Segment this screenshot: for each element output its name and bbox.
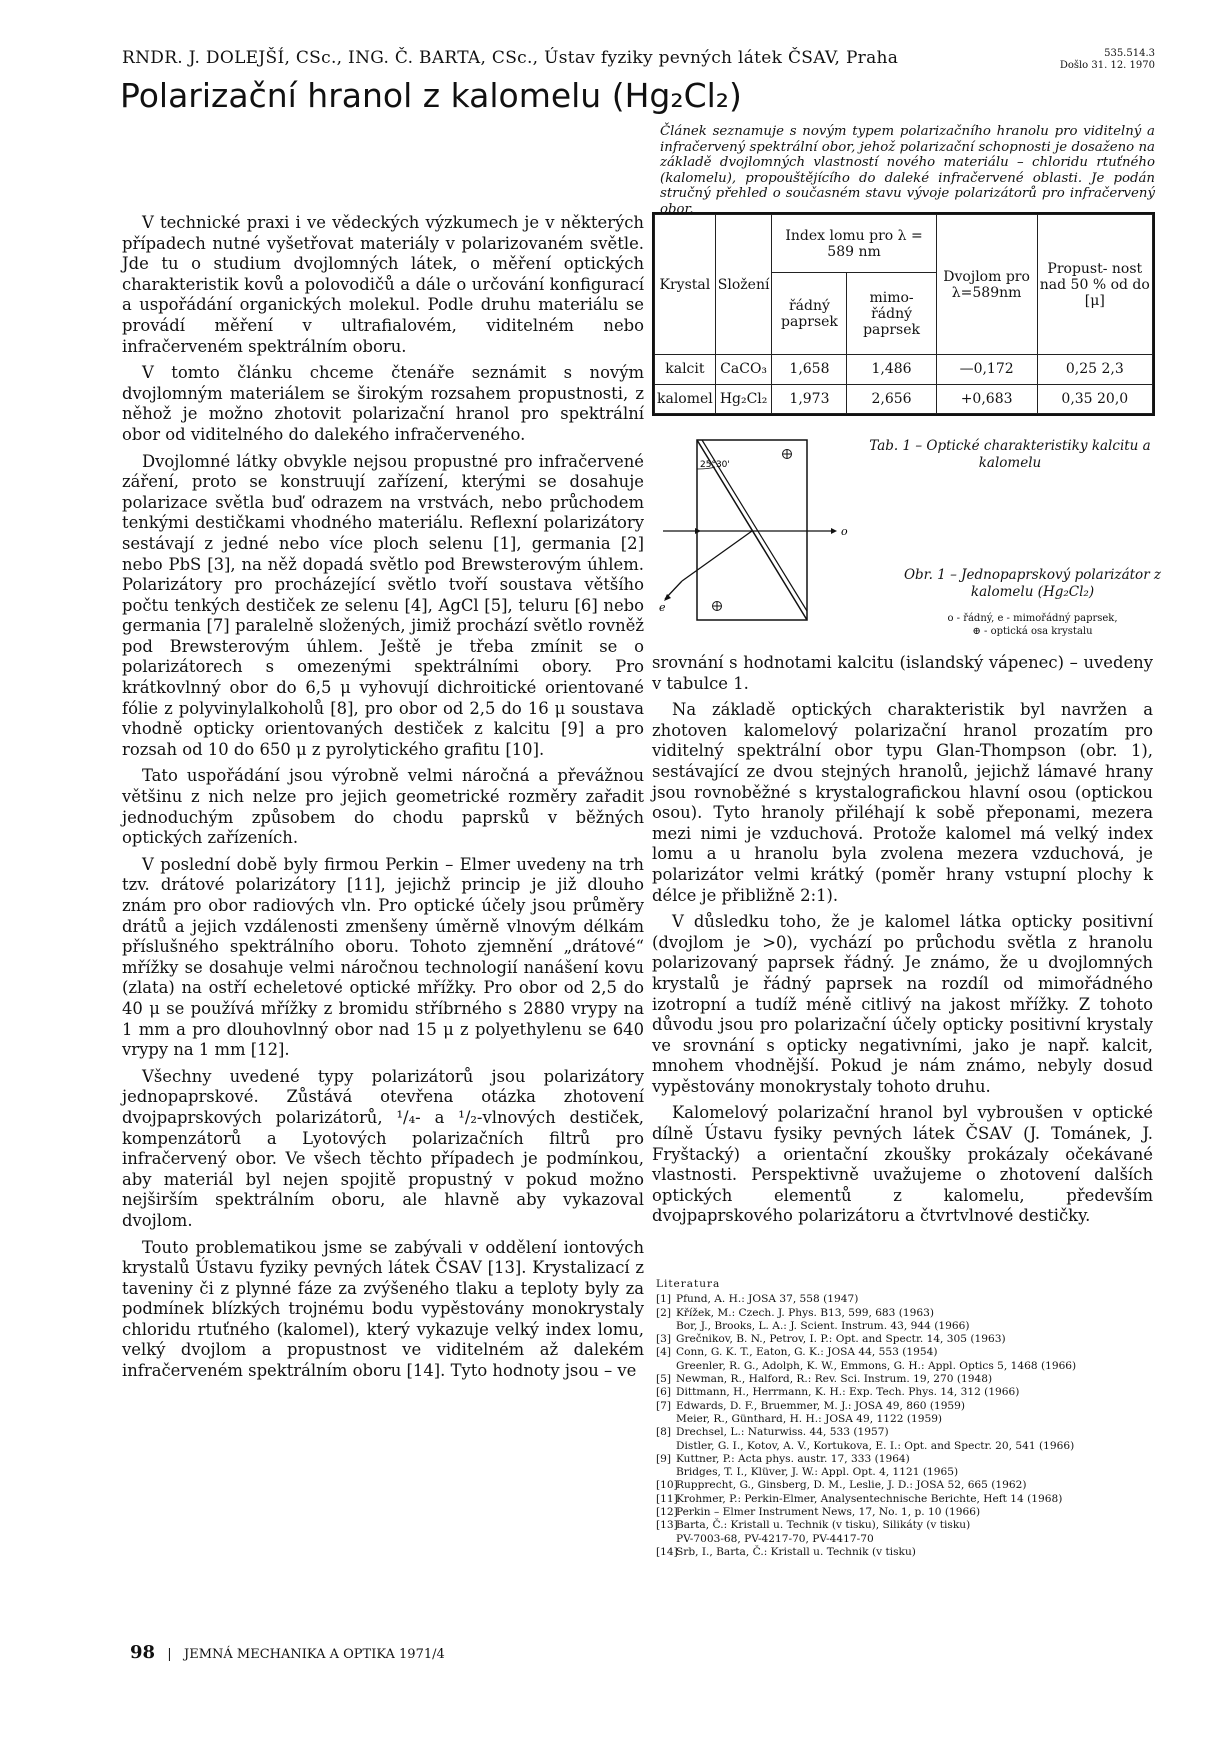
legend-line: o - řádný, e - mimořádný paprsek,: [947, 613, 1118, 624]
cell-mimo: 2,656: [847, 384, 936, 414]
cell-krystal: kalomel: [655, 384, 716, 414]
reference-text: Krohmer, P.: Perkin-Elmer, Analysentechnische Berichte, Heft 14 (1968): [676, 1492, 1063, 1505]
reference-text: Drechsel, L.: Naturwiss. 44, 533 (1957): [676, 1426, 889, 1439]
header-radny: řádný paprsek: [772, 273, 847, 355]
extraordinary-ray: [682, 531, 752, 581]
paragraph: Na základě optických charakteristik byl navržen a zhotoven kalomelový polarizační hranol prozatím pro viditelný spektrální obor typu Glan-Thompson (obr. 1), sestávající ze dvou stejných hranolů, jejichž lámavé hrany jsou rovnoběžné s krystalografickou hlavní osou (optickou osou). Tyto hranoly přiléhají k sobě přeponami, mezera mezi nimi je vzduchová. Protože kalomel má velký index lomu a u hranolu byla zvolena mezera vzduchová, je polarizátor velmi krátký (poměr hrany vstupní plochy k délce je přibližně 2:1).: [652, 700, 1153, 905]
header-krystal: Krystal: [655, 215, 716, 355]
table-caption: Tab. 1 – Optické charakteristiky kalcitu a kalomelu: [869, 438, 1151, 471]
paragraph: V tomto článku chceme čtenáře seznámit s novým dvojlomným materiálem se širokým rozsahem propustnosti, z něhož je možno zhotovit polarizační hranol pro spektrální obor od viditelného do dalekého infračerveného.: [122, 363, 644, 444]
reference-number: [5]: [656, 1373, 672, 1386]
paragraph: Touto problematikou jsme se zabývali v oddělení iontových krystalů Ústavu fyziky pevných látek ČSAV [13]. Krystalizací z taveniny či z plynné fáze za zvýšeného tlaku a teploty byly za podmínek blízkých trojnému bodu vypěstovány monokrystaly chloridu rtuťného (kalomel), který vykazuje velký index lomu, velký dvojlom a propustnost ve viditelném až dalekém infračerveném spektrálním oboru [14]. Tyto hodnoty jsou – ve: [122, 1237, 644, 1381]
paragraph: Kalomelový polarizační hranol byl vybroušen v optické dílně Ústavu fysiky pevných látek ČSAV (J. Tománek, J. Fryštacký) a orientační zkoušky prokázaly očekávané vlastnosti. Perspektivně uvažujeme o zhotovení dalších optických elementů z kalomelu, především dvojpaprskového polarizátoru a čtvrtvlnové destičky.: [652, 1103, 1153, 1226]
header-slozeni: Složení: [715, 215, 772, 355]
reference-number: [1]: [656, 1293, 672, 1306]
cell-propust: 0,25 2,3: [1037, 355, 1152, 385]
reference-number: [14]: [656, 1545, 678, 1558]
reference-item: [656, 1373, 1156, 1386]
figure-legend: [900, 612, 1165, 638]
reference-item: [656, 1533, 1156, 1546]
reference-item: [656, 1426, 1156, 1439]
left-column: [122, 213, 644, 1388]
cell-krystal: kalcit: [655, 355, 716, 385]
reference-item: [656, 1493, 1156, 1506]
authors-line: RNDR. J. DOLEJŠÍ, CSc., ING. Č. BARTA, CSc., Ústav fyziky pevných látek ČSAV, Praha: [122, 48, 899, 68]
reference-number: [9]: [656, 1452, 672, 1465]
cell-dvojlom: —0,172: [936, 355, 1037, 385]
article-title: Polarizační hranol z kalomelu (Hg₂Cl₂): [120, 76, 742, 115]
reference-number: [12]: [656, 1506, 678, 1519]
reference-number: [7]: [656, 1399, 672, 1412]
paragraph: srovnání s hodnotami kalcitu (islandský vápenec) – uvedeny v tabulce 1.: [652, 653, 1153, 693]
reference-item: [656, 1413, 1156, 1426]
reference-item: [656, 1333, 1156, 1346]
reference-number: [8]: [656, 1426, 672, 1439]
reference-number: [2]: [656, 1306, 672, 1319]
header-dvojlom: Dvojlom pro λ=589nm: [936, 215, 1037, 355]
reference-number: [10]: [656, 1479, 678, 1492]
paragraph: Dvojlomné látky obvykle nejsou propustné pro infračervené záření, proto se konstruují zařízení, kterými se dosahuje polarizace světla buď odrazem na vrstvách, nebo průchodem tenkými destičkami vhodného materiálu. Reflexní polarizátory sestávají z jedné nebo více ploch selenu [1], germania [2] nebo PbS [3], na něž dopadá světlo pod Brewsterovým úhlem. Polarizátory pro procházející světlo tvoří soustava většího počtu tenkých destiček ze selenu [4], AgCl [5], teluru [6] nebo germania [7] paralelně složených, jimiž prochází světlo rovněž pod Brewsterovým úhlem. Ještě je třeba zmínit se o polarizátorech s omezenými spektrálními obory. Pro krátkovlnný obor do 6,5 μ vyhovují dichroitické orientované fólie z polyvinylalkoholů [8], pro obor od 2,5 do 16 μ soustava vhodně opticky orientovaných destiček z kalcitu [9] a pro rozsah od 10 do 650 μ z pyrolytického grafitu [10].: [122, 451, 644, 759]
header-propustnost: Propust- nost nad 50 % od do [μ]: [1037, 215, 1152, 355]
reference-item: [656, 1307, 1156, 1320]
header-mimoradny: mimo- řádný paprsek: [847, 273, 936, 355]
reference-item: [656, 1440, 1156, 1453]
reference-text: Bor, J., Brooks, L. A.: J. Scient. Instrum. 43, 944 (1966): [676, 1319, 970, 1332]
legend-line: ⊕ - optická osa krystalu: [972, 626, 1093, 637]
arrow-icon: [664, 594, 671, 601]
reference-text: Distler, G. I., Kotov, A. V., Kortukova, E. I.: Opt. and Spectr. 20, 541 (1966): [676, 1439, 1075, 1452]
reference-number: [6]: [656, 1386, 672, 1399]
label-o: o: [841, 525, 848, 538]
reference-item: [656, 1400, 1156, 1413]
udc-block: [1060, 48, 1155, 72]
paragraph: V důsledku toho, že je kalomel látka opticky positivní (dvojlom je >0), vychází po průchodu světla z hranolu polarizovaný paprsek řádný. Je známo, že u dvojlomných krystalů je řádný paprsek na rozdíl od mimořádného izotropní a tudíž méně citlivý na jakost mřížky. Z tohoto důvodu jsou pro polarizační účely opticky positivní krystaly ve srovnání s opticky negativními, jako je např. kalcit, mnohem vhodnější. Pokud je nám známo, nebyly dosud vypěstovány monokrystaly tohoto druhu.: [652, 912, 1153, 1096]
references-list: [656, 1293, 1156, 1559]
reference-text: Barta, Č.: Kristall u. Technik (v tisku), Silikáty (v tisku): [676, 1519, 971, 1532]
reference-text: Newman, R., Halford, R.: Rev. Sci. Instrum. 19, 270 (1948): [676, 1373, 993, 1386]
abstract: Článek seznamuje s novým typem polarizačního hranolu pro viditelný a infračervený spektrální obor, jehož polarizační schopnosti je dosaženo na základě dvojlomných vlastností nového materiálu – chloridu rtuťného (kalomelu), propouštějícího do daleké infračervené oblasti. Je podán stručný přehled o současném stavu vývoje polarizátorů pro infračervený obor.: [660, 124, 1155, 217]
udc-code: 535.514.3: [1104, 48, 1155, 59]
reference-text: PV-7003-68, PV-4217-70, PV-4417-70: [676, 1532, 874, 1545]
cell-propust: 0,35 20,0: [1037, 384, 1152, 414]
reference-item: [656, 1360, 1156, 1373]
header-index: Index lomu pro λ = 589 nm: [772, 215, 936, 273]
reference-text: Křížek, M.: Czech. J. Phys. B13, 599, 683 (1963): [676, 1306, 935, 1319]
reference-text: Bridges, T. I., Klüver, J. W.: Appl. Opt. 4, 1121 (1965): [676, 1466, 959, 1479]
reference-item: [656, 1386, 1156, 1399]
arrow-icon: [695, 528, 701, 534]
reference-text: Grečnikov, B. N., Petrov, I. P.: Opt. and Spectr. 14, 305 (1963): [676, 1333, 1006, 1346]
separator: |: [167, 1647, 180, 1662]
cell-radny: 1,973: [772, 384, 847, 414]
cell-mimo: 1,486: [847, 355, 936, 385]
reference-text: Conn, G. K. T., Eaton, G. K.: JOSA 44, 553 (1954): [676, 1346, 938, 1359]
reference-number: [3]: [656, 1333, 672, 1346]
reference-text: Srb, I., Barta, Č.: Kristall u. Technik (v tisku): [676, 1545, 916, 1558]
references-heading: Literatura: [656, 1278, 721, 1290]
reference-text: Dittmann, H., Herrmann, K. H.: Exp. Tech. Phys. 14, 312 (1966): [676, 1386, 1020, 1399]
paragraph: Všechny uvedené typy polarizátorů jsou polarizátory jednopaprskové. Zůstává otevřena otázka zhotovení dvojpaprskových polarizátorů, ¹/₄- a ¹/₂-vlnových destiček, kompenzátorů a Lyotových polarizačních filtrů pro infračervený obor. Ve všech těchto případech je podmínkou, aby materiál byl nejen spojitě propustný v pokud možno nejširším spektrálním oboru, ale hlavně aby vykazoval dvojlom.: [122, 1066, 644, 1230]
cell-dvojlom: +0,683: [936, 384, 1037, 414]
reference-text: Perkin – Elmer Instrument News, 17, No. 1, p. 10 (1966): [676, 1506, 981, 1519]
table-row: [655, 355, 1153, 385]
received-date: Došlo 31. 12. 1970: [1059, 60, 1155, 71]
reference-item: [656, 1346, 1156, 1359]
cell-slozeni: CaCO₃: [715, 355, 772, 385]
reference-number: [11]: [656, 1492, 678, 1505]
reference-item: [656, 1546, 1156, 1559]
reference-text: Kuttner, P.: Acta phys. austr. 17, 333 (1964): [676, 1452, 910, 1465]
reference-item: [656, 1479, 1156, 1492]
right-column: [652, 653, 1153, 1233]
cell-slozeni: Hg₂Cl₂: [715, 384, 772, 414]
reference-item: [656, 1519, 1156, 1532]
reference-text: Greenler, R. G., Adolph, K. W., Emmons, G. H.: Appl. Optics 5, 1468 (1966): [676, 1359, 1077, 1372]
page-number: 98: [130, 1642, 156, 1663]
reference-text: Meier, R., Günthard, H. H.: JOSA 49, 1122 (1959): [676, 1412, 943, 1425]
arrow-icon: [831, 528, 837, 534]
reference-text: Edwards, D. F., Bruemmer, M. J.: JOSA 49, 860 (1959): [676, 1399, 966, 1412]
journal-name: JEMNÁ MECHANIKA A OPTIKA 1971/4: [184, 1647, 445, 1662]
cell-radny: 1,658: [772, 355, 847, 385]
reference-item: [656, 1506, 1156, 1519]
reference-number: [4]: [656, 1346, 672, 1359]
reference-item: [656, 1466, 1156, 1479]
footer: [130, 1642, 445, 1663]
references: [656, 1278, 1156, 1559]
reference-item: [656, 1453, 1156, 1466]
reference-text: Rupprecht, G., Ginsberg, D. M., Leslie, J. D.: JOSA 52, 665 (1962): [676, 1479, 1027, 1492]
angle-label: 25°30': [700, 460, 730, 470]
reference-number: [13]: [656, 1519, 678, 1532]
reference-item: [656, 1293, 1156, 1306]
reference-text: Pfund, A. H.: JOSA 37, 558 (1947): [676, 1293, 859, 1306]
paragraph: Tato uspořádání jsou výrobně velmi náročná a převážnou většinu z nich nelze pro jejich geometrické rozměry zařadit jednoduchým způsobem do chodu paprsků v běžných optických zařízeních.: [122, 766, 644, 848]
figure-caption: Obr. 1 – Jednopaprskový polarizátor z kalomelu (Hg₂Cl₂): [903, 567, 1162, 600]
paragraph: V poslední době byly firmou Perkin – Elmer uvedeny na trh tzv. drátové polarizátory [11], jejichž princip je již dlouho znám pro obor radiových vln. Pro optické účely jsou průměry drátů a jejich vzdálenosti zmenšeny úměrně vlnovým délkám příslušného spektrálního oboru. Tohoto zjemnění „drátové“ mřížky se dosahuje velmi náročnou technologií nanášení kovu (zlata) na ostří echeletové optické mřížky. Pro obor od 2,5 do 40 μ se používá mřížky z bromidu stříbrného s 2880 vrypy na 1 mm a pro dlouhovlnný obor nad 15 μ z polyethylenu se 640 vrypy na 1 mm [12].: [122, 854, 644, 1060]
paragraph: V technické praxi i ve vědeckých výzkumech je v některých případech nutné vyšetřovat materiály v polarizovaném světle. Jde tu o studium dvojlomných látek, o měření optických charakteristik kovů a polovodičů a dále o určování konfigurací a uspořádání organických molekul. Podle druhu materiálu se provádí měření v ultrafialovém, viditelném nebo infračerveném spektrálním oboru.: [122, 213, 644, 356]
polarizer-figure: [655, 437, 855, 637]
reference-item: [656, 1320, 1156, 1333]
table-row: [655, 384, 1153, 414]
label-e: e: [659, 601, 666, 614]
optical-table: [652, 212, 1155, 416]
